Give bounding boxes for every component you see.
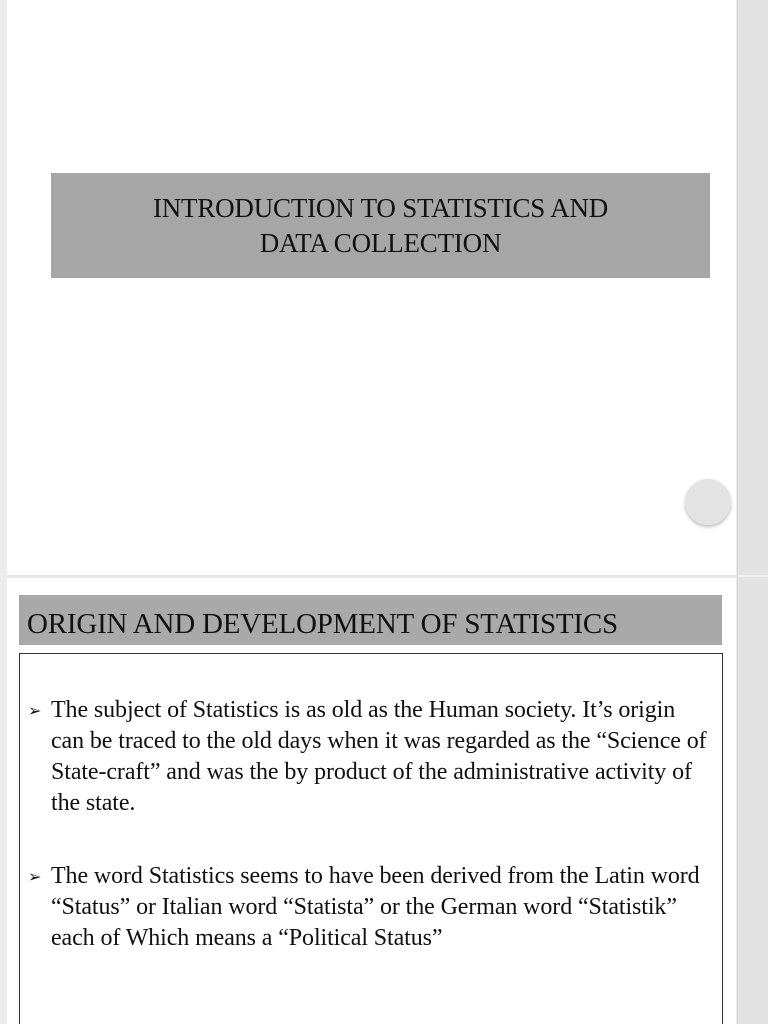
arrow-bullet-icon: ➢ [28,701,42,720]
list-item [28,695,708,819]
slide-page-2 [7,578,736,1024]
slide-page-1 [7,0,736,575]
slide-title-line-1: INTRODUCTION TO STATISTICS AND [152,192,609,223]
title-banner [51,173,710,278]
viewer-gutter [0,0,7,1024]
section-heading: ORIGIN AND DEVELOPMENT OF STATISTICS [27,608,618,640]
bullet-text: The subject of Statistics is as old as the Human society. It’s origin can be traced to the old days when it was regarded as the “Science of State-craft” and was the by product of the administrative activity of the state. [51,697,707,816]
section-heading-bar [19,595,722,645]
content-box [19,653,723,1024]
arrow-bullet-icon: ➢ [28,867,42,886]
slide-title [111,191,651,261]
slide-title-line-2: DATA COLLECTION [259,227,502,258]
scrollbar-page-divider [738,575,768,577]
list-item [28,861,708,954]
scroll-circle-icon[interactable] [685,479,731,525]
scrollbar-track[interactable] [737,0,768,1024]
bullet-text: The word Statistics seems to have been derived from the Latin word “Status” or Italian word “Statista” or the German word “Statistik” each of Which means a “Political Status” [51,863,700,951]
